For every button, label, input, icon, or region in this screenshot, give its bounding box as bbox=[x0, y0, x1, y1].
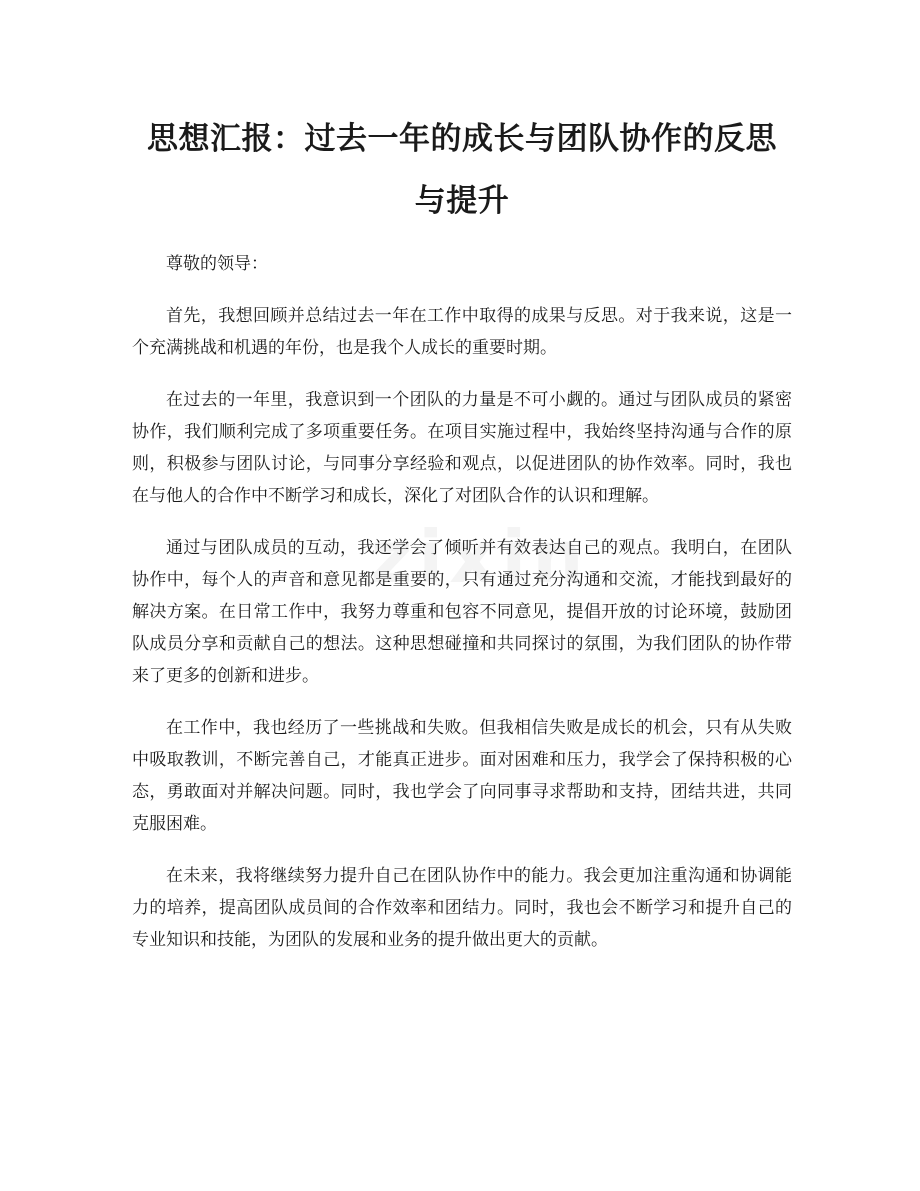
paragraph-5: 在未来，我将继续努力提升自己在团队协作中的能力。我会更加注重沟通和协调能力的培养，提高团队成员间的合作效率和团结力。同时，我也会不断学习和提升自己的专业知识和技能，为团队的发展和业务的提升做出更大的贡献。 bbox=[132, 866, 792, 950]
paragraph-4: 在工作中，我也经历了一些挑战和失败。但我相信失败是成长的机会，只有从失败中吸取教训，不断完善自己，才能真正进步。面对困难和压力，我学会了保持积极的心态，勇敢面对并解决问题。同时，我也学会了向同事寻求帮助和支持，团结共进，共同克服困难。 bbox=[132, 718, 792, 834]
salutation: 尊敬的领导： bbox=[166, 254, 268, 274]
paragraph-1: 首先，我想回顾并总结过去一年在工作中取得的成果与反思。对于我来说，这是一个充满挑战和机遇的年份，也是我个人成长的重要时期。 bbox=[132, 306, 792, 358]
paragraph-2: 在过去的一年里，我意识到一个团队的力量是不可小觑的。通过与团队成员的紧密协作，我们顺利完成了多项重要任务。在项目实施过程中，我始终坚持沟通与合作的原则，积极参与团队讨论，与同事分享经验和观点，以促进团队的协作效率。同时，我也在与他人的合作中不断学习和成长，深化了对团队合作的认识和理解。 bbox=[132, 390, 792, 506]
document-body bbox=[132, 248, 792, 976]
paragraph-3: 通过与团队成员的互动，我还学会了倾听并有效表达自己的观点。我明白，在团队协作中，每个人的声音和意见都是重要的，只有通过充分沟通和交流，才能找到最好的解决方案。在日常工作中，我努力尊重和包容不同意见，提倡开放的讨论环境，鼓励团队成员分享和贡献自己的想法。这种思想碰撞和共同探讨的氛围，为我们团队的协作带来了更多的创新和进步。 bbox=[132, 538, 792, 686]
document-title: 思想汇报：过去一年的成长与团队协作的反思与提升 bbox=[147, 121, 777, 219]
